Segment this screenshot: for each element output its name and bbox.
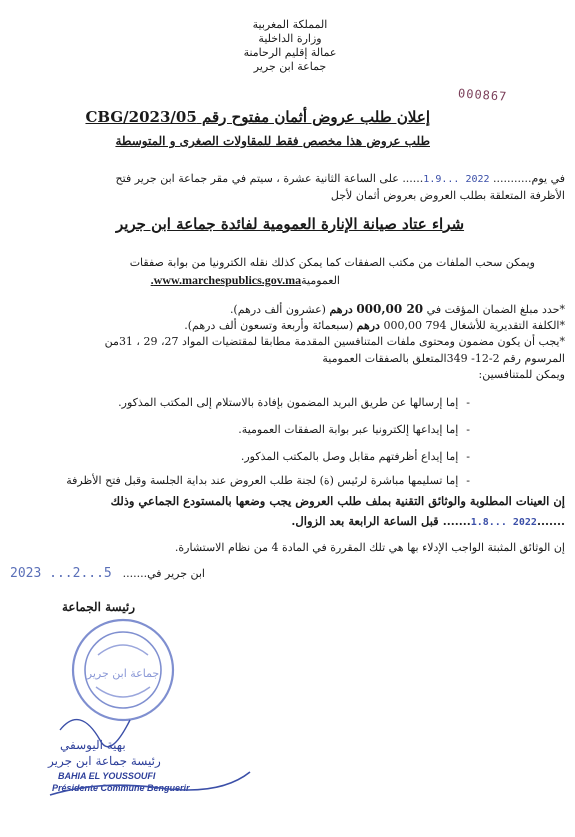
signatory-role-ar: رئيسة جماعة ابن جرير [48, 754, 161, 768]
guarantee-amount: 20 000,00 [356, 302, 424, 316]
option-text: إما إيداع أظرفتهم مقابل وصل بالمكتب المذكور. [240, 450, 459, 463]
guarantee-words: (عشرون ألف درهم). [229, 303, 326, 316]
cost-currency: درهم [356, 319, 380, 332]
opening-date-stamp: 2022 ...1.9 [423, 174, 490, 185]
guarantee-line [230, 302, 565, 317]
content-line-3: ويمكن للمتنافسين: [478, 368, 565, 381]
files-line-2 [151, 273, 340, 288]
place-date-stamp: 2023 ...2...5 [10, 566, 112, 581]
content-line-1: *يجب أن يكون مضمون ومحتوى ملفات المتنافسين المقدمة مطابقا لمقتضيات المواد 27، 29 ، 31من [104, 335, 565, 348]
header-ministry: وزارة الداخلية [258, 32, 322, 45]
header-kingdom: المملكة المغربية [252, 18, 328, 31]
portal-url[interactable]: www.marchespublics.gov.ma. [150, 273, 302, 287]
samples-date-stamp: 2022 ...1.8 [470, 517, 537, 528]
signatory-role: رئيسة الجماعة [62, 600, 135, 614]
cost-amount: 794 000,00 [383, 319, 447, 332]
samples-deadline: قبل الساعة الرابعة بعد الزوال. [291, 514, 439, 528]
intro-start: في يوم [531, 172, 565, 185]
cost-line [184, 318, 565, 333]
intro-end: على الساعة الثانية عشرة ، سيتم في مقر جماعة ابن جرير فتح [115, 172, 399, 185]
signatory-name-latin: BAHIA EL YOUSSOUFI [58, 771, 156, 781]
letterhead [200, 18, 380, 74]
content-line-2: المرسوم رقم 2-12- 349المتعلق بالصفقات العمومية [322, 352, 565, 365]
guarantee-currency: درهم [329, 303, 353, 316]
place-date: ابن جرير في....... [122, 567, 205, 580]
seal-center-text: جماعة ابن جرير [86, 667, 160, 680]
intro-line-1: في يوم........... 2022 ...1.9...... على الساعة الثانية عشرة ، سيتم في مقر جماعة ابن جرير فتح [115, 172, 565, 185]
cost-prefix: *الكلفة التقديرية للأشغال [449, 319, 565, 332]
list-item: -إما تسليمها مباشرة لرئيس (ة) لجنة طلب العروض عند بداية الجلسة وقبل فتح الأظرفة [66, 474, 470, 487]
handwritten-signature-icon [40, 700, 260, 810]
announcement-title: إعلان طلب عروض أثمان مفتوح رقم CBG/2023/05 [85, 108, 430, 126]
serial-number: 000867 [457, 86, 508, 104]
tender-object: شراء عتاد صيانة الإنارة العمومية لفائدة جماعة ابن جرير [115, 215, 465, 233]
option-text: إما تسليمها مباشرة لرئيس (ة) لجنة طلب العروض عند بداية الجلسة وقبل فتح الأظرفة [66, 474, 459, 487]
documents-line: إن الوثائق المثبتة الواجب الإدلاء بها هي تلك المقررة في المادة 4 من نظام الاستشارة. [174, 541, 565, 554]
header-prefecture: عمالة إقليم الرحامنة [243, 46, 337, 59]
files-portal-text: العمومية [301, 274, 340, 287]
samples-line-1: إن العينات المطلوبة والوثائق التقنية بملف طلب العروض يجب وضعها بالمستودع الجماعي وذلك [110, 494, 565, 508]
list-item: -إما إيداع أظرفتهم مقابل وصل بالمكتب المذكور. [240, 450, 470, 463]
signatory-name-ar: بهية اليوسفي [60, 738, 126, 752]
guarantee-prefix: *حدد مبلغ الضمان المؤقت في [426, 303, 565, 316]
samples-line-2: .......2022 ...1.8....... قبل الساعة الرابعة بعد الزوال. [291, 514, 565, 528]
intro-line-2: الأظرفة المتعلقة بطلب العروض بعروض أثمان لأجل [330, 189, 565, 202]
signatory-role-latin: Présidente Commune Benguerir [52, 783, 190, 793]
header-commune: جماعة ابن جرير [253, 60, 327, 73]
cost-words: (سبعمائة وأربعة وتسعون ألف درهم). [184, 319, 354, 332]
announcement-subtitle: طلب عروض هذا مخصص فقط للمقاولات الصغرى و المتوسطة [115, 134, 430, 148]
option-text: إما إيداعها إلكترونيا عبر بوابة الصفقات العمومية. [238, 423, 459, 436]
place-date-text: ابن جرير في [147, 567, 205, 580]
option-text: إما إرسالها عن طريق البريد المضمون بإفادة بالاستلام إلى المكتب المذكور. [118, 396, 459, 409]
files-line-1: ويمكن سحب الملفات من مكتب الصفقات كما يمكن كذلك نقله الكترونيا من بوابة صفقات [129, 256, 535, 269]
list-item: -إما إيداعها إلكترونيا عبر بوابة الصفقات العمومية. [238, 423, 470, 436]
list-item: -إما إرسالها عن طريق البريد المضمون بإفادة بالاستلام إلى المكتب المذكور. [118, 396, 470, 409]
